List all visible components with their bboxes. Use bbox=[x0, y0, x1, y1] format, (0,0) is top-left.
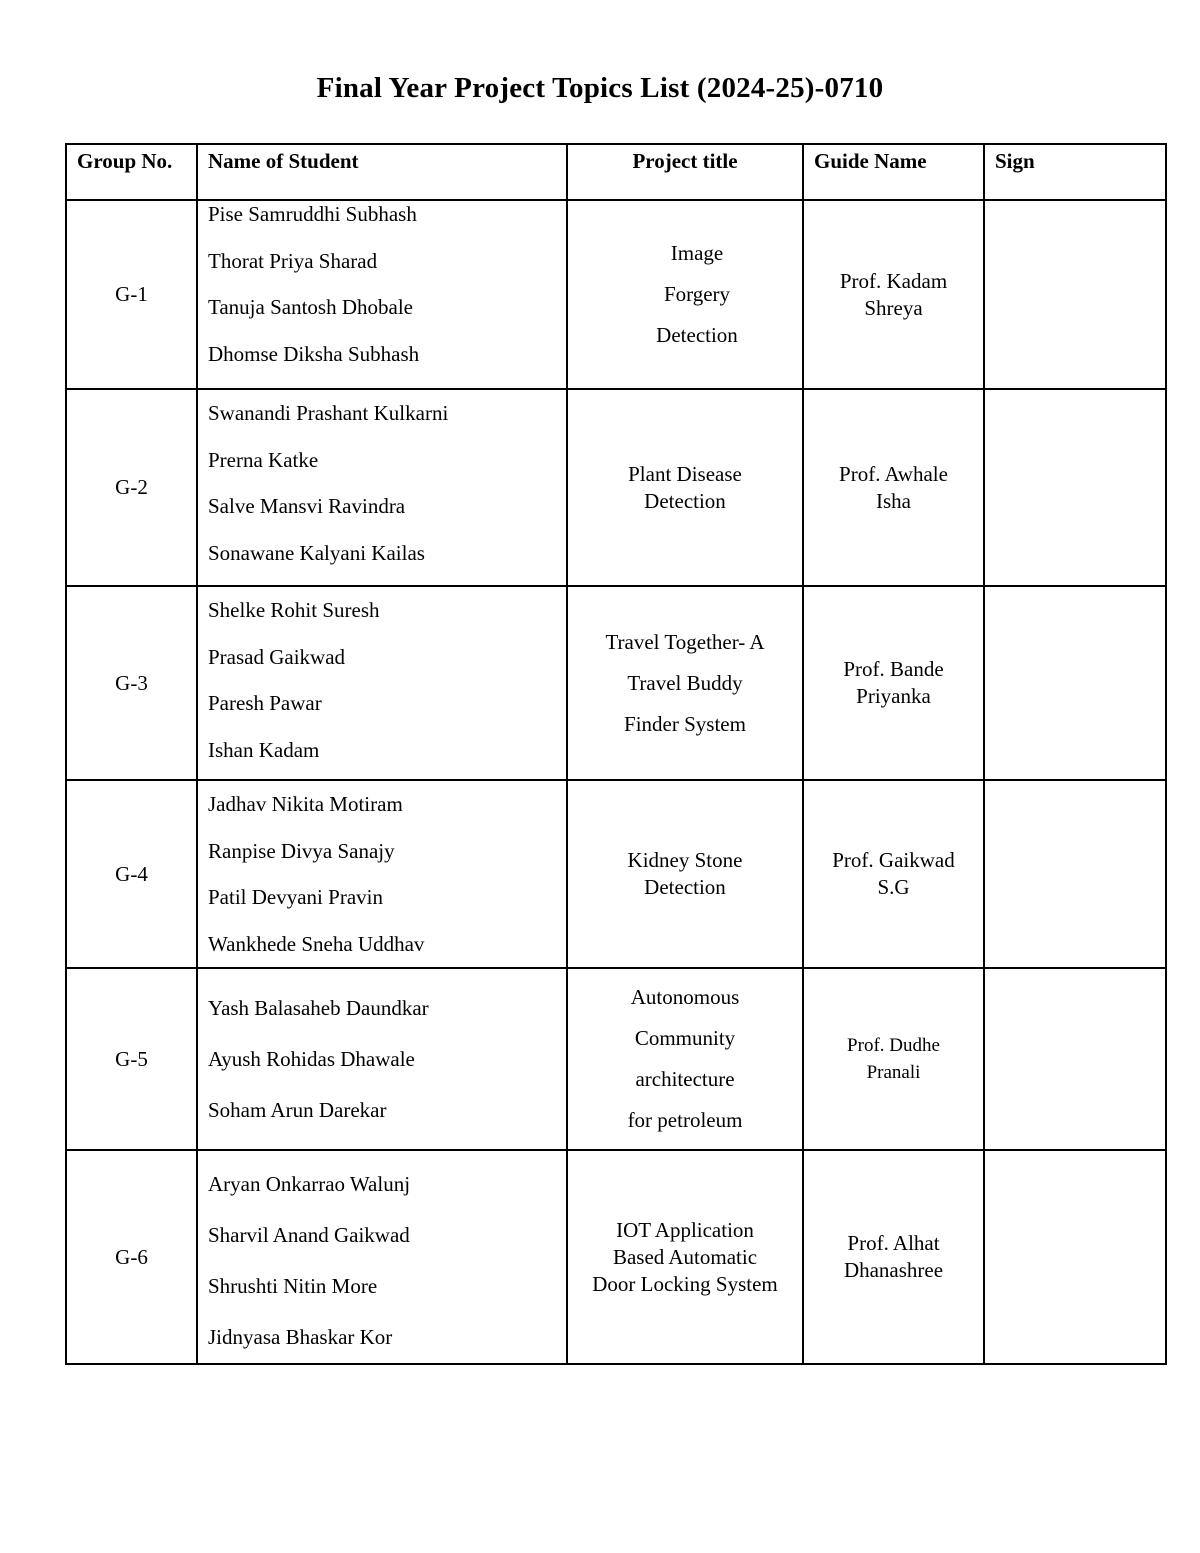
student-name: Patil Devyani Pravin bbox=[208, 885, 383, 909]
header-guide-name: Guide Name bbox=[803, 144, 984, 200]
project-title-cell bbox=[567, 780, 803, 968]
student-name: Dhomse Diksha Subhash bbox=[208, 341, 420, 366]
student-name: Thorat Priya Sharad bbox=[208, 248, 378, 273]
guide-name-line: Pranali bbox=[866, 1062, 921, 1083]
student-names-cell bbox=[197, 968, 567, 1150]
guide-name-line: Shreya bbox=[864, 295, 923, 320]
project-title-line: Travel Buddy bbox=[627, 670, 743, 695]
guide-name-line: Priyanka bbox=[856, 684, 931, 708]
student-names-cell bbox=[197, 586, 567, 780]
project-title-line: Door Locking System bbox=[592, 1271, 778, 1296]
student-name: Pise Samruddhi Subhash bbox=[208, 202, 417, 226]
student-name: Yash Balasaheb Daundkar bbox=[208, 995, 429, 1020]
table-row bbox=[66, 389, 1166, 586]
sign-cell bbox=[984, 586, 1166, 780]
student-names-cell bbox=[197, 200, 567, 389]
student-name: Sharvil Anand Gaikwad bbox=[208, 1223, 410, 1247]
guide-name-cell bbox=[803, 200, 984, 389]
sign-cell bbox=[984, 1150, 1166, 1364]
project-title-line: Autonomous bbox=[630, 985, 740, 1009]
project-topics-table bbox=[65, 143, 1167, 1365]
project-title-cell bbox=[567, 968, 803, 1150]
student-name: Paresh Pawar bbox=[208, 691, 322, 715]
project-title-line: Detection bbox=[644, 875, 726, 899]
student-name: Aryan Onkarrao Walunj bbox=[208, 1172, 411, 1196]
student-name: Jadhav Nikita Motiram bbox=[208, 792, 403, 816]
student-name: Soham Arun Darekar bbox=[208, 1097, 387, 1122]
project-title-line: Finder System bbox=[624, 711, 746, 736]
sign-cell bbox=[984, 968, 1166, 1150]
project-title-line: Detection bbox=[644, 488, 726, 513]
guide-name-line: Prof. Kadam bbox=[839, 268, 948, 293]
sign-cell bbox=[984, 200, 1166, 389]
student-name: Sonawane Kalyani Kailas bbox=[208, 540, 425, 565]
guide-name-line: Dhanashree bbox=[843, 1258, 944, 1282]
guide-name-line: Isha bbox=[876, 488, 911, 513]
student-names-cell bbox=[197, 389, 567, 586]
guide-name-line: Prof. Awhale bbox=[839, 461, 948, 486]
student-names-cell bbox=[197, 1150, 567, 1364]
student-name: Tanuja Santosh Dhobale bbox=[208, 295, 413, 319]
student-name: Jidnyasa Bhaskar Kor bbox=[208, 1325, 393, 1349]
project-title-line: Forgery bbox=[663, 282, 731, 306]
table-row bbox=[66, 780, 1166, 968]
guide-name-cell bbox=[803, 1150, 984, 1364]
project-title-cell bbox=[567, 586, 803, 780]
group-number: G-3 bbox=[66, 586, 197, 780]
student-names-cell bbox=[197, 780, 567, 968]
guide-name-line: Prof. Dudhe bbox=[847, 1035, 940, 1056]
table-row bbox=[66, 968, 1166, 1150]
student-name: Shelke Rohit Suresh bbox=[208, 598, 380, 622]
group-number: G-2 bbox=[66, 389, 197, 586]
group-number: G-5 bbox=[66, 968, 197, 1150]
student-name: Prasad Gaikwad bbox=[208, 644, 346, 669]
student-name: Ranpise Divya Sanajy bbox=[208, 838, 395, 863]
guide-name-cell bbox=[803, 780, 984, 968]
student-name: Shrushti Nitin More bbox=[208, 1274, 378, 1298]
guide-name-cell bbox=[803, 586, 984, 780]
project-title-cell bbox=[567, 389, 803, 586]
project-title-line: Based Automatic bbox=[612, 1244, 758, 1269]
document-title: Final Year Project Topics List (2024-25)-0710 bbox=[316, 72, 884, 104]
guide-name-line: S.G bbox=[877, 875, 910, 899]
project-title-cell bbox=[567, 1150, 803, 1364]
student-name: Ishan Kadam bbox=[208, 737, 320, 762]
project-title-line: Community bbox=[634, 1026, 736, 1050]
project-title-line: Detection bbox=[656, 323, 738, 347]
project-title-line: IOT Application bbox=[616, 1217, 754, 1242]
student-name: Wankhede Sneha Uddhav bbox=[208, 931, 425, 956]
student-name: Salve Mansvi Ravindra bbox=[208, 494, 406, 518]
project-title-line: Travel Together- A bbox=[605, 629, 765, 654]
table-row bbox=[66, 586, 1166, 780]
student-name: Prerna Katke bbox=[208, 447, 319, 472]
header-project-title: Project title bbox=[567, 144, 803, 200]
sign-cell bbox=[984, 780, 1166, 968]
header-student-name: Name of Student bbox=[197, 144, 567, 200]
guide-name-line: Prof. Gaikwad bbox=[832, 848, 955, 872]
table-row bbox=[66, 1150, 1166, 1364]
guide-name-cell bbox=[803, 389, 984, 586]
group-number: G-4 bbox=[66, 780, 197, 968]
group-number: G-1 bbox=[66, 200, 197, 389]
project-title-line: for petroleum bbox=[627, 1108, 743, 1132]
project-title-line: architecture bbox=[635, 1067, 735, 1091]
header-group-no: Group No. bbox=[66, 144, 197, 200]
guide-name-line: Prof. Bande bbox=[843, 657, 944, 681]
project-title-cell bbox=[567, 200, 803, 389]
group-number: G-6 bbox=[66, 1150, 197, 1364]
student-name: Ayush Rohidas Dhawale bbox=[208, 1046, 415, 1071]
project-title-line: Image bbox=[670, 241, 724, 265]
guide-name-cell bbox=[803, 968, 984, 1150]
header-sign: Sign bbox=[984, 144, 1166, 200]
project-title-line: Plant Disease bbox=[628, 461, 742, 486]
student-name: Swanandi Prashant Kulkarni bbox=[208, 401, 449, 425]
table-row bbox=[66, 200, 1166, 389]
project-title-line: Kidney Stone bbox=[627, 848, 743, 872]
guide-name-line: Prof. Alhat bbox=[847, 1231, 940, 1255]
sign-cell bbox=[984, 389, 1166, 586]
